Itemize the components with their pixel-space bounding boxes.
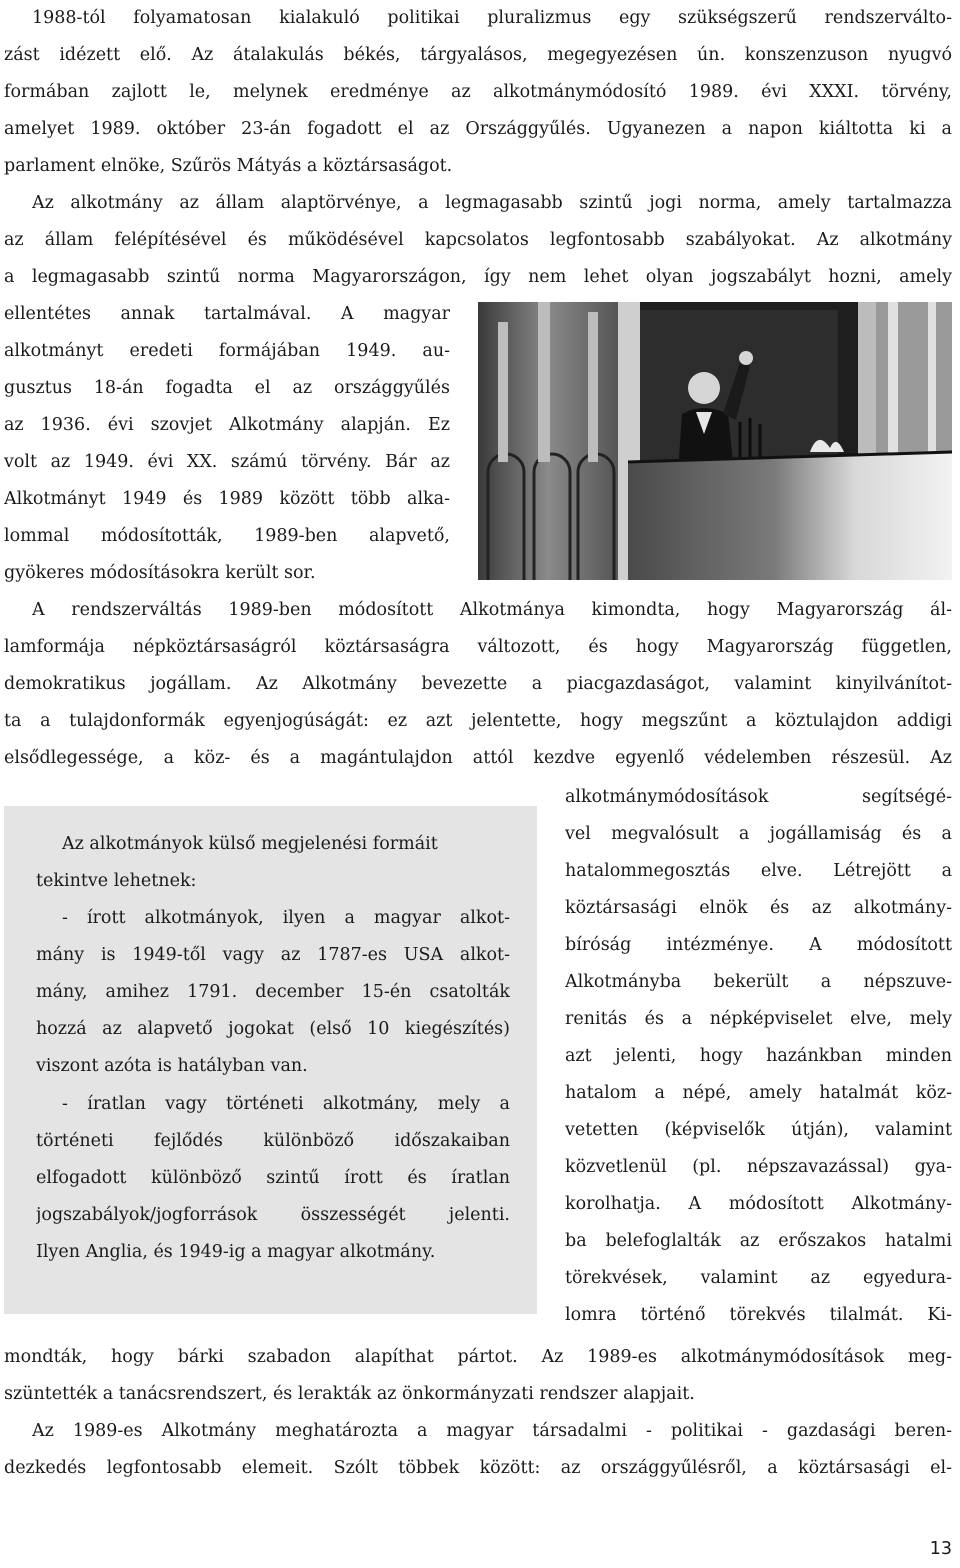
- text-line: korolhatja. A módosított Alkotmány-: [565, 1194, 952, 1214]
- text-line: a legmagasabb szintű norma Magyarországon, így nem lehet olyan jogszabályt hozni, amely: [4, 267, 952, 287]
- text-line: dezkedés legfontosabb elemeit. Szólt többek között: az országgyűlésről, a köztársasági el-: [4, 1458, 952, 1478]
- text-line: hatalom a népé, amely hatalmát köz-: [565, 1083, 952, 1103]
- text-line: hatalommegosztás elve. Létrejött a: [565, 861, 952, 881]
- text-line: demokratikus jogállam. Az Alkotmány bevezette a piacgazdaságot, valamint kinyilvánítot-: [4, 674, 952, 694]
- balcony-photo: [478, 302, 952, 580]
- text-line: azt jelenti, hogy hazánkban minden: [565, 1046, 952, 1066]
- text-line: köztársasági elnök és az alkotmány-: [565, 898, 952, 918]
- text-line: renitás és a népképviselet elve, mely: [565, 1009, 952, 1029]
- text-line: formában zajlott le, melynek eredménye az alkotmánymódosító 1989. évi XXXI. törvény,: [4, 82, 952, 102]
- text-line: Alkotmányba bekerült a népszuve-: [565, 972, 952, 992]
- box-line: mány is 1949-től vagy az 1787-es USA alkot-: [36, 945, 510, 965]
- text-line: Az 1989-es Alkotmány meghatározta a magyar társadalmi - politikai - gazdasági beren-: [32, 1421, 952, 1441]
- text-line: lommal módosították, 1989-ben alapvető,: [4, 526, 450, 546]
- text-line: ellentétes annak tartalmával. A magyar: [4, 304, 450, 324]
- box-line: jogszabályok/jogforrások összességét jelenti.: [36, 1205, 510, 1225]
- text-line: vel megvalósult a jogállamiság és a: [565, 824, 952, 844]
- box-line: tekintve lehetnek:: [36, 871, 197, 891]
- text-line: bíróság intézménye. A módosított: [565, 935, 952, 955]
- text-line: parlament elnöke, Szűrös Mátyás a köztársaságot.: [4, 156, 453, 176]
- text-line: volt az 1949. évi XX. számú törvény. Bár az: [4, 452, 450, 472]
- text-line: Az alkotmány az állam alaptörvénye, a legmagasabb szintű jogi norma, amely tartalmazza: [32, 193, 952, 213]
- text-line: közvetlenül (pl. népszavazással) gya-: [565, 1157, 952, 1177]
- box-line: mány, amihez 1791. december 15-én csatolták: [36, 982, 510, 1002]
- box-line: viszont azóta is hatályban van.: [36, 1056, 308, 1076]
- text-line: szüntették a tanácsrendszert, és lerakták az önkormányzati rendszer alapjait.: [4, 1384, 695, 1404]
- text-line: amelyet 1989. október 23-án fogadott el az Országgyűlés. Ugyanezen a napon kiáltotta ki a: [4, 119, 952, 139]
- box-line: - íratlan vagy történeti alkotmány, mely a: [62, 1094, 510, 1114]
- box-line: hozzá az alapvető jogokat (első 10 kiegészítés): [36, 1019, 510, 1039]
- text-line: az állam felépítésével és működésével kapcsolatos legfontosabb szabályokat. Az alkotmány: [4, 230, 952, 250]
- text-line: lomra történő törekvés tilalmát. Ki-: [565, 1305, 952, 1325]
- text-line: gyökeres módosításokra került sor.: [4, 563, 316, 583]
- text-line: elsődlegessége, a köz- és a magántulajdon attól kezdve egyenlő védelemben részesül. Az: [4, 748, 952, 768]
- info-box: [4, 806, 537, 1314]
- box-line: elfogadott különböző szintű írott és íratlan: [36, 1168, 510, 1188]
- box-line: Ilyen Anglia, és 1949-ig a magyar alkotmány.: [36, 1242, 436, 1262]
- text-line: Alkotmányt 1949 és 1989 között több alka-: [4, 489, 450, 509]
- text-line: zást idézett elő. Az átalakulás békés, tárgyalásos, megegyezésen ún. konszenzuson nyugvó: [4, 45, 952, 65]
- text-line: törekvések, valamint az egyedura-: [565, 1268, 952, 1288]
- box-line: Az alkotmányok külső megjelenési formáit: [62, 834, 438, 854]
- text-line: ba belefoglalták az erőszakos hatalmi: [565, 1231, 952, 1251]
- text-line: lamformája népköztársaságról köztársaságra változott, és hogy Magyarország független,: [4, 637, 952, 657]
- text-line: mondták, hogy bárki szabadon alapíthat pártot. Az 1989-es alkotmánymódosítások meg-: [4, 1347, 952, 1367]
- text-line: gusztus 18-án fogadta el az országgyűlés: [4, 378, 450, 398]
- page-number: 13: [929, 1539, 952, 1559]
- text-line: alkotmányt eredeti formájában 1949. au-: [4, 341, 450, 361]
- text-line: A rendszerváltás 1989-ben módosított Alkotmánya kimondta, hogy Magyarország ál-: [32, 600, 952, 620]
- text-line: alkotmánymódosítások segítségé-: [565, 787, 952, 807]
- text-line: az 1936. évi szovjet Alkotmány alapján. Ez: [4, 415, 450, 435]
- box-line: - írott alkotmányok, ilyen a magyar alkot-: [62, 908, 510, 928]
- photo-illustration: [478, 302, 952, 580]
- box-line: történeti fejlődés különböző időszakaiban: [36, 1131, 510, 1151]
- text-line: ta a tulajdonformák egyenjogúságát: ez azt jelentette, hogy megszűnt a köztulajdon addigi: [4, 711, 952, 731]
- text-line: 1988-tól folyamatosan kialakuló politikai pluralizmus egy szükségszerű rendszerválto-: [32, 8, 952, 28]
- text-line: vetetten (képviselők útján), valamint: [565, 1120, 952, 1140]
